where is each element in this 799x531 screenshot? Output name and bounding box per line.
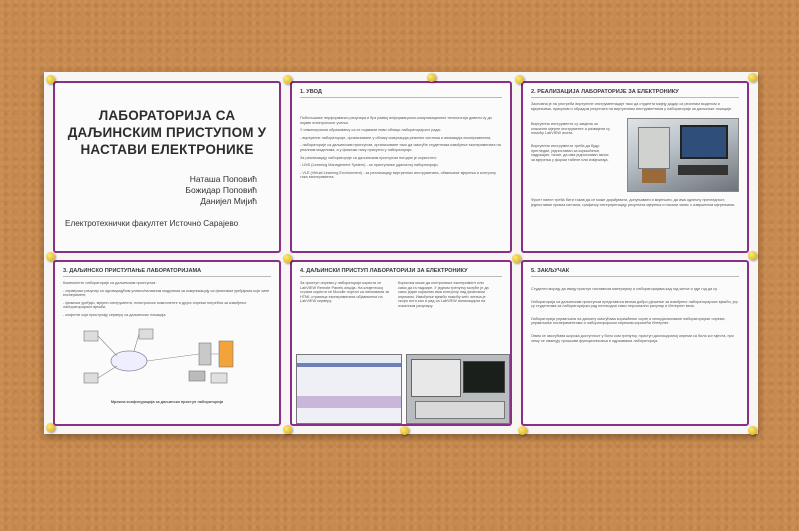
section-5-text: Лабораторија управљана на даљину омогућава коришћење скупе и специјализоване лабораторијске опреме, управљање експериментима и лабораторијском опремом корисећи Интернет.	[531, 316, 726, 326]
pushpin-icon	[427, 73, 436, 82]
title-panel	[53, 81, 281, 253]
section-4-text-right: Корисник може да контролише експеримент или само да га надзире. У једном тренутку могуће је да само један корисник има контролу над физичком опремом. Извођење вјежби помоћу web читача је скоро исто као и рад са LabVIEW апликацијом на локалном рачунару.	[398, 281, 489, 308]
authors	[55, 174, 257, 207]
section-2-text: Виртуелни инструменти су замјена за класичне мјерне инструменте и развијени су помоћу LabVIEW алата.	[531, 122, 610, 136]
section-3-text: - клијенти који приступају серверу са даљинских локација.	[63, 312, 167, 317]
pushpin-icon	[512, 254, 521, 263]
section-4-title: 4. ДАЉИНСКИ ПРИСТУП ЛАБОРАТОРИЈИ ЗА ЕЛЕКТРОНИКУ	[300, 268, 502, 277]
pushpin-icon	[46, 252, 55, 261]
pushpin-icon	[400, 426, 409, 435]
section-3-title: 3. ДАЉИНСКО ПРИСТУПАЊЕ ЛАБОРАТОРИЈАМА	[63, 268, 271, 277]
poster-board	[44, 72, 758, 434]
section-1-text: - VLE (Virtual Learning Environment) - за реализацију виртуелних инструмената, обављање мјерења и контролу тока експеримента.	[300, 170, 496, 180]
faculty: Електротехнички факултет Источно Сарајево	[65, 219, 239, 228]
author-2: Божидар Поповић	[185, 185, 257, 195]
section-4-panel	[290, 260, 512, 426]
section-3-panel	[53, 260, 281, 426]
pushpin-icon	[748, 73, 757, 82]
section-5-panel	[521, 260, 749, 426]
pushpin-icon	[515, 75, 524, 84]
section-5-text: Овим се омогућава широка доступност у било ком тренутку, приступ дислоцираној опреми са било ког мјеста, при чему се смањују трошкови функционисања и одржавања лабораторија.	[531, 333, 734, 343]
author-3: Данијел Мијић	[200, 196, 257, 206]
cloud-icon	[111, 351, 147, 371]
pushpin-icon	[518, 426, 527, 435]
section-3-text: Компоненте лабораторије са даљинским приступом :	[63, 281, 158, 285]
section-3-text: - серверски рачунар са одговарајућим улазно/излазним модулима за комуникацију са физичким уређајима који чине експеримент,	[63, 288, 270, 298]
section-1-text: - лабораторије са даљинским приступом, организоване тако да омогуће студентима извођење експеримената на реалним моделима, а у физички нису присутни у лабораторији.	[300, 143, 501, 152]
section-1-text: - виртуелне лабораторије, организоване у облику симулација реалних система и анимација експеримената,	[300, 135, 492, 140]
instrument-icon	[189, 371, 205, 381]
pushpin-icon	[46, 423, 55, 432]
pushpin-icon	[748, 426, 757, 435]
section-2-text: Виртуелни инструменти треба да буду: прегледан, једноставан за коришћење, садржајан, тачан, да има једноставан запис за мјерења у форми табеле или извјештаја.	[531, 143, 609, 162]
section-5-text: Студенти морају да имају приступ наставном материјалу и лабораторијама кад год жеље и гдје год да су.	[531, 287, 718, 291]
computer-icon	[84, 373, 98, 383]
section-2-text: Засновна је на употреби виртуелне инструментације тако да студенти мијеју додир са реалним моделом и мјерењима, прикупом и обрадом резултата на виртуелним инструментима у лабораторији за даљинске локације.	[531, 102, 733, 111]
section-1-panel	[290, 81, 512, 253]
section-1-title: 1. УВОД	[300, 89, 502, 98]
poster-title	[55, 107, 279, 158]
title-line-1: ЛАБОРАТОРИЈА СА	[98, 108, 236, 123]
section-3-text: - физички уређаји, мјерни инструменти, електронске компоненте и друга опрема потребна за извођење лабораторијских вјежби,	[63, 300, 247, 310]
instrument-icon	[211, 373, 227, 383]
server-icon	[199, 343, 211, 365]
title-line-2: ДАЉИНСКИМ ПРИСТУПОМ У	[67, 125, 267, 140]
pushpin-icon	[283, 425, 292, 434]
pushpin-icon	[748, 251, 757, 260]
section-2-panel	[521, 81, 749, 253]
section-1-text: У инжењерском образовању са се појавили нови облици лабораторијског рада:	[300, 128, 441, 133]
computer-icon	[139, 329, 153, 339]
moodle-screenshot	[296, 354, 402, 424]
section-4-text-left: За приступ опреми у лабораторији користи се LabVIEW Remote Panels опција. На клијентској страни користи се Moodle портал са линковима за HTML странице експеримената објављених на LabVIEW серверу.	[300, 281, 389, 304]
section-1-text: Побољшање перформанси рачунара и брз развој информационо-комуникационих технологија довели су до појаве електронског учења.	[300, 116, 492, 125]
computer-icon	[84, 331, 98, 341]
section-5-title: 5. ЗАКЉУЧАК	[531, 268, 739, 277]
title-line-3: НАСТАВИ ЕЛЕКТРОНИКЕ	[80, 142, 254, 157]
section-1-text: - LMS (Learning Management System) - за приступање удаљеној лабораторији,	[300, 163, 439, 168]
section-2-text: Фронт панел треба бити такав да се може дорађивати, допуњавати и мијењати, да има одличну прегледност, једноставан приказ сигнала, графичку интерпретацију резултата мјерења и писани запис о извршеним мјерењима.	[531, 198, 735, 207]
network-diagram	[69, 321, 269, 391]
labview-front-panel-screenshot	[406, 354, 510, 424]
pushpin-icon	[283, 75, 292, 84]
author-1: Наташа Поповић	[189, 174, 257, 184]
section-2-title: 2. РЕАЛИЗАЦИЈА ЛАБОРАТОРИЈЕ ЗА ЕЛЕКТРОНИКУ	[531, 89, 739, 98]
section-1-text: За реализацију лабораторије са даљинским приступом погодно је користити:	[300, 155, 437, 160]
lab-equipment-photo	[627, 118, 739, 192]
section-5-text: Лабораторија са даљинским приступом представља веома добро рјешење за извођење лабораторијских вјежби, јер су студентима за лабораторијски рад неопходни само персонални рачунар и Интернет веза.	[531, 299, 738, 309]
network-diagram-caption: Мрежна конфигурација за даљински приступ лабораторији	[110, 399, 224, 404]
pushpin-icon	[46, 75, 55, 84]
pushpin-icon	[283, 254, 292, 263]
server-icon	[219, 341, 233, 367]
